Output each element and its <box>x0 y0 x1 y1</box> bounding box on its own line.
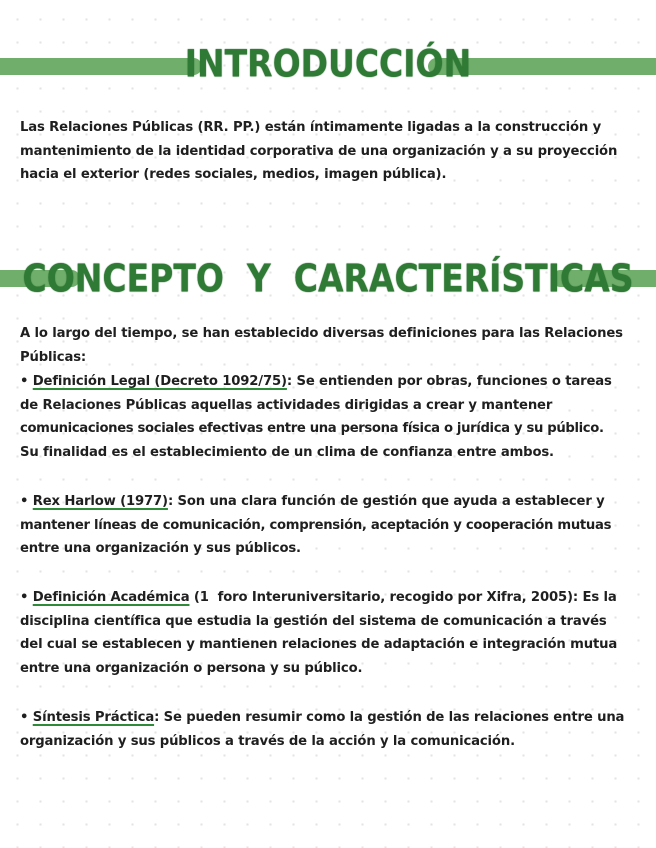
text-line: A lo largo del tiempo, se han establecido diversas definiciones para las Relaciones <box>20 326 623 341</box>
definition-first-line <box>20 586 636 610</box>
text-line: Las Relaciones Públicas (RR. PP.) están íntimamente ligadas a la construcción y <box>20 120 602 135</box>
definition-first-line <box>20 370 636 394</box>
definition-term: Definición Académica <box>32 590 190 605</box>
definition-term: Definición Legal (Decreto 1092/75) <box>32 374 287 389</box>
definition-legal <box>20 370 636 464</box>
text-line: del cual se establecen y mantienen relaciones de adaptación e integración mutua <box>20 637 618 652</box>
text-line: entre una organización y sus públicos. <box>20 541 301 556</box>
definition-term: Síntesis Práctica <box>32 710 155 725</box>
heading-concepto <box>0 256 656 304</box>
definition-text: (1 foro Interuniversitario, recogido por Xifra, 2005): Es la <box>189 590 617 605</box>
text-line: Su finalidad es el establecimiento de un clima de confianza entre ambos. <box>20 444 554 460</box>
text-line: disciplina científica que estudia la gestión del sistema de comunicación a través <box>20 613 607 629</box>
text-line: Públicas: <box>20 349 87 365</box>
text-line: comunicaciones sociales efectivas entre una persona física o jurídica y su público. <box>20 421 604 436</box>
definition-academic <box>20 586 636 680</box>
text-line: mantenimiento de la identidad corporativa de una organización y a su proyección <box>20 143 618 159</box>
intro-paragraph <box>20 116 636 187</box>
heading-concepto-title: CONCEPTO Y CARACTERÍSTICAS <box>22 256 634 301</box>
definition-harlow <box>20 490 636 561</box>
definition-first-line <box>20 490 636 514</box>
bullet: • <box>20 590 33 605</box>
text-line: hacia el exterior (redes sociales, medios, imagen pública). <box>20 167 447 182</box>
concept-intro-paragraph <box>20 322 636 369</box>
bullet: • <box>20 710 33 725</box>
bullet: • <box>20 374 33 389</box>
text-line: entre una organización o persona y su público. <box>20 660 363 676</box>
definition-text: : Se pueden resumir como la gestión de las relaciones entre una <box>154 710 625 725</box>
text-line: organización y sus públicos a través de la acción y la comunicación. <box>20 733 515 749</box>
definition-first-line <box>20 706 636 730</box>
bullet: • <box>20 494 33 509</box>
text-line: mantener líneas de comunicación, comprensión, aceptación y cooperación mutuas <box>20 517 612 533</box>
definition-text: : Son una clara función de gestión que ayuda a establecer y <box>167 494 605 509</box>
definition-practical <box>20 706 636 753</box>
definition-text: : Se entienden por obras, funciones o tareas <box>286 374 612 389</box>
definition-term: Rex Harlow (1977) <box>32 494 168 509</box>
heading-introduccion-title: INTRODUCCIÓN <box>184 42 472 86</box>
text-line: de Relaciones Públicas aquellas actividades dirigidas a crear y mantener <box>20 397 553 413</box>
heading-introduccion <box>0 42 656 88</box>
